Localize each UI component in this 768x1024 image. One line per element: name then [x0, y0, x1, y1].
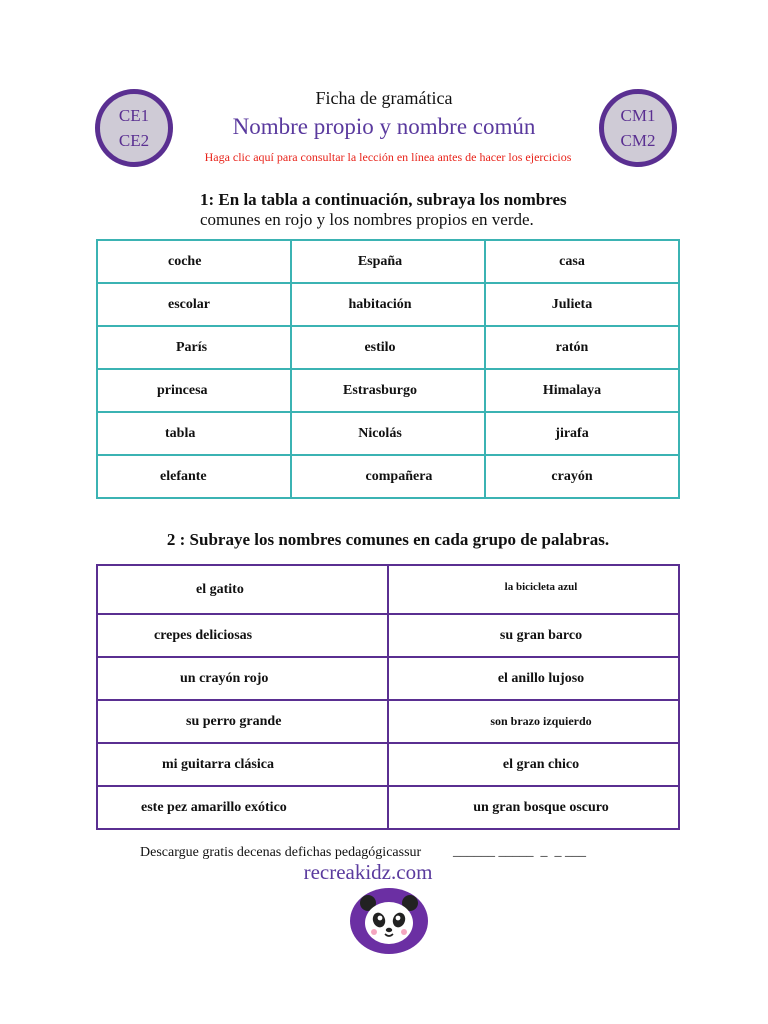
table-cell: crepes deliciosas: [97, 614, 388, 657]
table-row: [97, 786, 679, 829]
badge-line-1: CM1: [620, 106, 656, 125]
table-cell: la bicicleta azul: [388, 565, 679, 614]
table-cell: princesa: [97, 369, 291, 412]
table-row: [97, 743, 679, 786]
table-row: [97, 700, 679, 743]
site-link[interactable]: recreakidz.com: [303, 860, 433, 884]
footer-blanks: ______ _____ _ _ ___: [453, 844, 586, 859]
table-cell: su perro grande: [97, 700, 388, 743]
table-cell: España: [291, 240, 485, 283]
exercise1-instruction: 1: En la tabla a continuación, subraya los nombres: [200, 190, 567, 209]
table-row: [97, 326, 679, 369]
table-cell: Julieta: [485, 283, 679, 326]
table-cell: jirafa: [485, 412, 679, 455]
table-cell: coche: [97, 240, 291, 283]
badge-line-2: CM2: [620, 131, 656, 150]
table-cell: Himalaya: [485, 369, 679, 412]
table-cell: este pez amarillo exótico: [97, 786, 388, 829]
table-cell: el gran chico: [388, 743, 679, 786]
table-cell: crayón: [485, 455, 679, 498]
exercise1-instruction-continued: comunes en rojo y los nombres propios en verde.: [200, 210, 534, 229]
badge-line-2: CE2: [118, 131, 150, 150]
table-cell: París: [97, 326, 291, 369]
table-row: [97, 240, 679, 283]
table-cell: mi guitarra clásica: [97, 743, 388, 786]
table-row: [97, 565, 679, 614]
table-row: [97, 455, 679, 498]
table-cell: su gran barco: [388, 614, 679, 657]
lesson-link[interactable]: Haga clic aquí para consultar la lección en línea antes de hacer los ejercicios: [204, 150, 572, 164]
table-row: [97, 283, 679, 326]
table-cell: habitación: [291, 283, 485, 326]
worksheet-subtitle: Ficha de gramática: [315, 88, 453, 108]
table-cell: tabla: [97, 412, 291, 455]
table-cell: un crayón rojo: [97, 657, 388, 700]
badge-line-1: CE1: [118, 106, 150, 125]
worksheet-title: Nombre propio y nombre común: [232, 114, 536, 139]
exercise2-table: [96, 564, 680, 830]
table-cell: compañera: [291, 455, 485, 498]
table-cell: Estrasburgo: [291, 369, 485, 412]
table-cell: ratón: [485, 326, 679, 369]
table-row: [97, 657, 679, 700]
table-cell: el gatito: [97, 565, 388, 614]
table-cell: un gran bosque oscuro: [388, 786, 679, 829]
table-row: [97, 412, 679, 455]
panda-icon: [349, 887, 429, 955]
table-cell: elefante: [97, 455, 291, 498]
table-cell: escolar: [97, 283, 291, 326]
table-cell: el anillo lujoso: [388, 657, 679, 700]
exercise1-table: [96, 239, 680, 499]
table-cell: son brazo izquierdo: [388, 700, 679, 743]
table-row: [97, 369, 679, 412]
table-row: [97, 614, 679, 657]
table-cell: Nicolás: [291, 412, 485, 455]
exercise2-instruction: 2 : Subraye los nombres comunes en cada grupo de palabras.: [166, 530, 610, 549]
table-cell: casa: [485, 240, 679, 283]
footer-text: Descargue gratis decenas defichas pedagógicassur: [140, 845, 422, 860]
table-cell: estilo: [291, 326, 485, 369]
